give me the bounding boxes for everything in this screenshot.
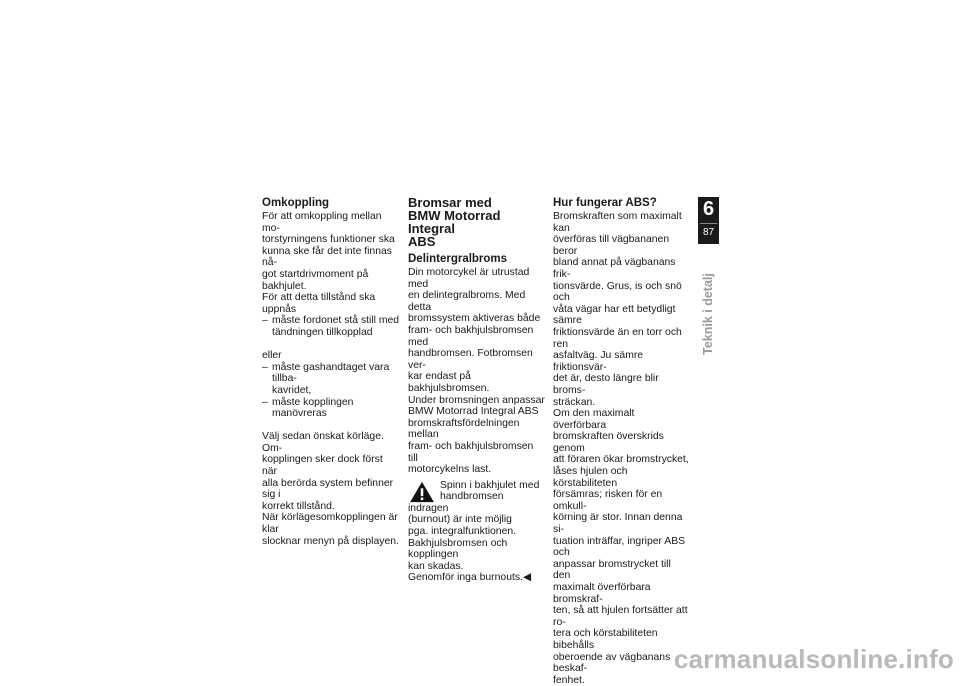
chapter-side-title: Teknik i detalj: [701, 273, 715, 355]
paragraph: Välj sedan önskat körläge. Om- kopplingen sker dock först när alla berörda system befinner sig i korrekt tillstånd. När körlägesomkopplingen är klar slocknar menyn på displayen.: [262, 431, 399, 547]
text-line: För att detta tillstånd ska uppnås: [262, 292, 376, 315]
column-omkoppling: [262, 196, 400, 547]
column-abs: [553, 196, 689, 686]
dash-list-item: [262, 397, 400, 420]
section-heading-abs: Hur fungerar ABS?: [553, 197, 657, 209]
paragraph: Din motorcykel är utrustad med en delintegralbroms. Med detta bromssystem aktiveras både fram- och bakhjulsbromsen med handbromsen. Fotbromsen ver- kar endast på bakhjulsbromsen. Under bromsningen anpassar BMW Motorrad Integral ABS bromskraftsfördelningen mellan fram- och bakhjulsbromsen till motorcykelns last.: [408, 267, 545, 476]
text-line: got startdrivmoment på bakhjulet.: [262, 268, 369, 292]
dash-bullet: –: [262, 396, 268, 408]
subheading-delintergralbroms: Delintergralbroms: [408, 253, 508, 265]
watermark: carmanualsonline.info: [673, 644, 954, 674]
warning-triangle-icon: [408, 481, 436, 503]
list-item-text: måste gashandtaget vara tillba- kavridet,: [272, 361, 390, 396]
dash-bullet: –: [262, 361, 268, 373]
section-heading-omkoppling: Omkoppling: [262, 197, 330, 209]
list-item-text: måste fordonet stå still med tändningen tillkopplad: [272, 315, 400, 338]
chapter-number: 6: [702, 198, 715, 220]
paragraph: Om den maximalt överförbara bromskraften överskrids genom att föraren ökar bromstrycket, låses hjulen och körstabiliteten försämras; risken för en omkull- körning är stor. Innan denna si- tuation inträffar, ingriper ABS och anpassar bromstrycket till den maximalt överförbara bromskraf- ten, så att hjulen fortsätter att ro- tera och körstabiliteten bibehålls oberoende av vägbanans beskaf- fenhet.: [553, 408, 689, 686]
text-line: torstyrningens funktioner ska: [262, 234, 395, 246]
text-line: kunna ske får det inte finnas nå-: [262, 245, 392, 269]
dash-bullet: –: [262, 315, 268, 327]
column-bromsar: [408, 196, 546, 584]
text-line: För att omkoppling mellan mo-: [262, 211, 382, 234]
tab-divider: [700, 223, 717, 224]
paragraph: [262, 211, 400, 315]
page-number: 87: [702, 227, 715, 238]
section-title-bromsar: Bromsar med BMW Motorrad Integral ABS: [408, 195, 501, 249]
or-label: eller: [262, 350, 282, 362]
dash-list-item: [262, 315, 400, 338]
paragraph: Bromskraften som maximalt kan överföras till vägbananen beror bland annat på vägbanans frik- tionsvärde. Grus, is och snö och våta vägar har ett betydligt sämre friktionsvärde än en torr och ren asfaltväg. Ju sämre friktionsvär- det är, desto längre blir broms- sträckan.: [553, 211, 682, 408]
warning-note: Spinn i bakhjulet med handbromsen indragen (burnout) är inte möjlig pga. integralfunktionen. Bakhjulsbromsen och kopplingen kan skadas. Genomför inga burnouts.◀: [408, 479, 540, 584]
dash-list-item: [262, 362, 400, 397]
list-item-text: måste kopplingen manövreras: [272, 396, 354, 420]
